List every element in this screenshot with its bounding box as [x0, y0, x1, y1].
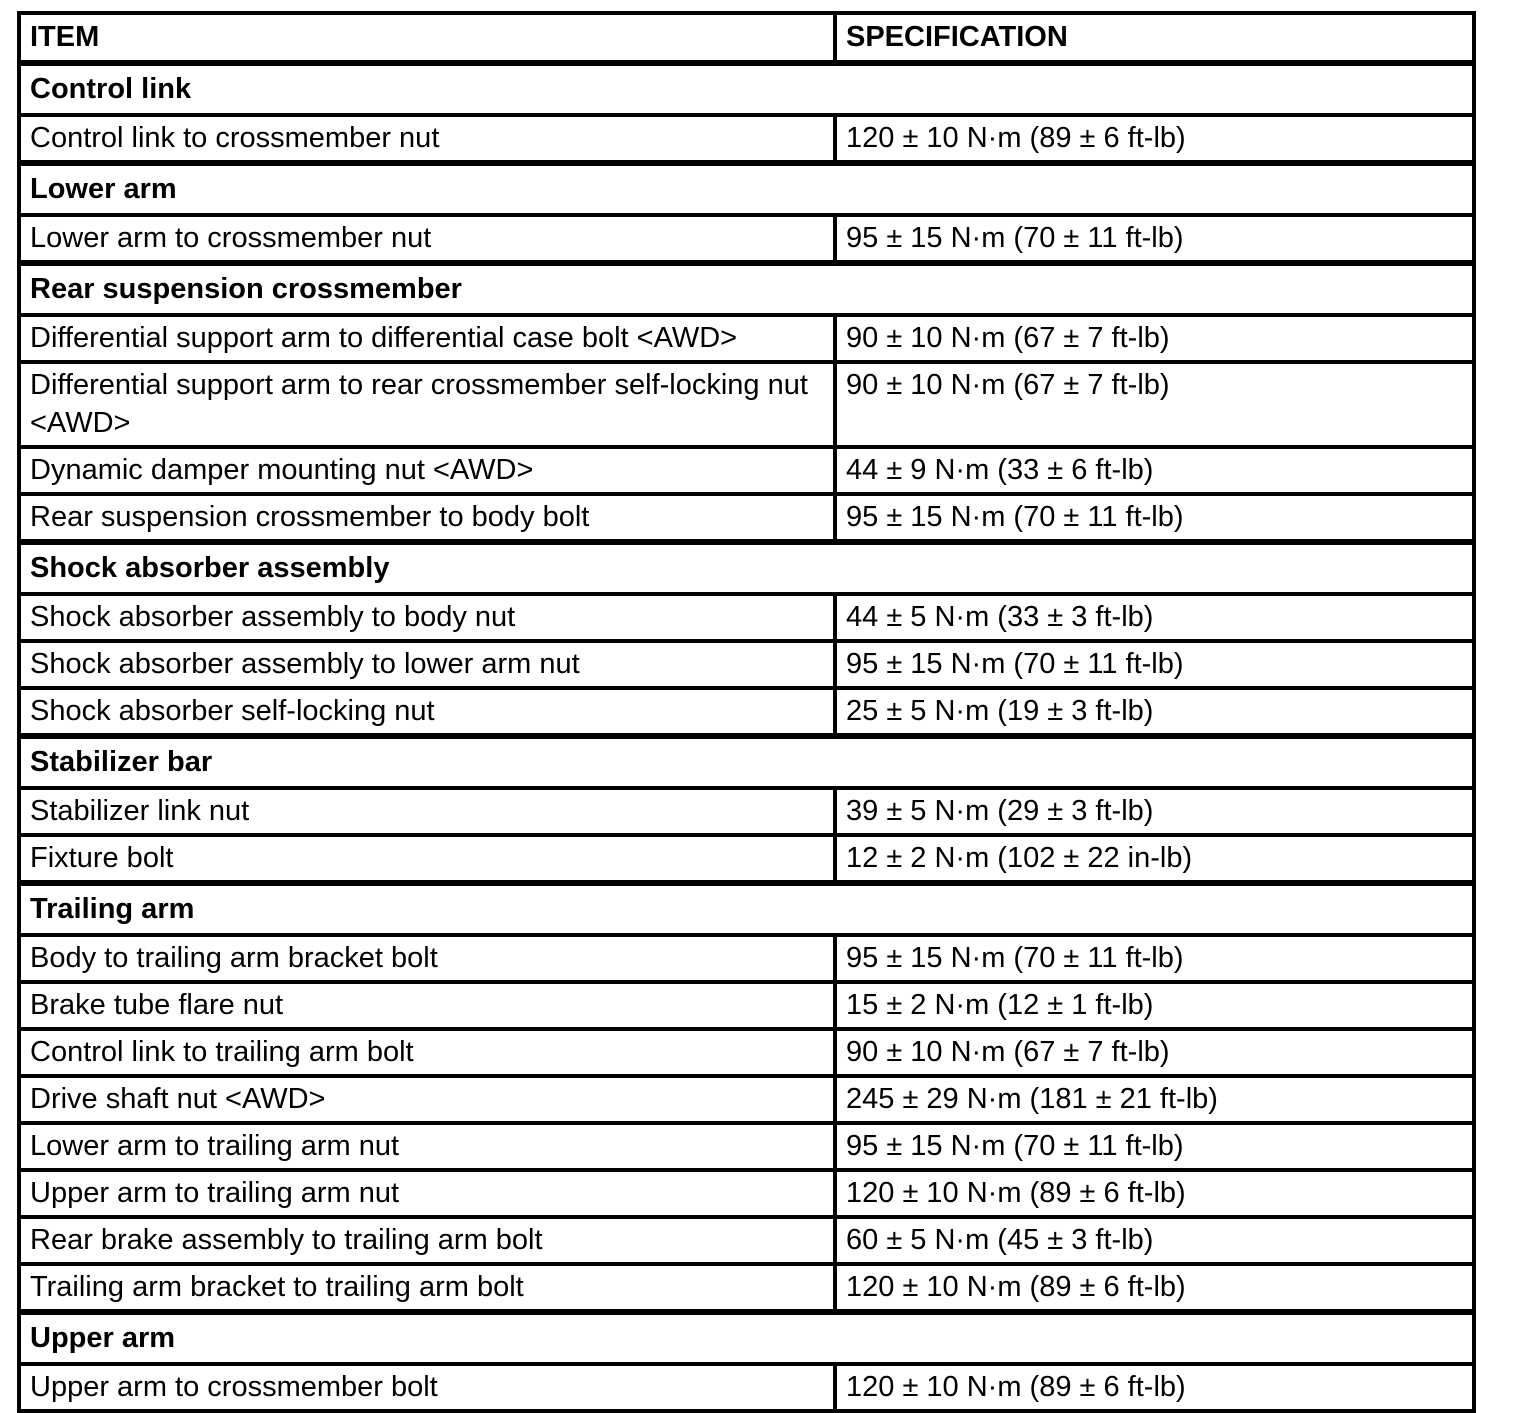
- section-header-rear-suspension-crossmember: [19, 263, 1474, 315]
- spec-cell: 15 ± 2 N·m (12 ± 1 ft-lb): [835, 982, 1474, 1029]
- spec-cell: 60 ± 5 N·m (45 ± 3 ft-lb): [835, 1217, 1474, 1264]
- item-cell: Upper arm to crossmember bolt: [19, 1364, 835, 1411]
- table-row: [19, 594, 1474, 641]
- table-row: [19, 1364, 1474, 1411]
- spec-cell: 90 ± 10 N·m (67 ± 7 ft-lb): [835, 362, 1474, 447]
- spec-cell: 25 ± 5 N·m (19 ± 3 ft-lb): [835, 688, 1474, 736]
- table-row: [19, 788, 1474, 835]
- section-title: Upper arm: [19, 1312, 1474, 1364]
- section-header-shock-absorber-assembly: [19, 542, 1474, 594]
- spec-cell: 120 ± 10 N·m (89 ± 6 ft-lb): [835, 1264, 1474, 1312]
- item-cell: Trailing arm bracket to trailing arm bolt: [19, 1264, 835, 1312]
- table-row: [19, 362, 1474, 447]
- item-cell: Drive shaft nut <AWD>: [19, 1076, 835, 1123]
- item-cell: Differential support arm to differential case bolt <AWD>: [19, 315, 835, 362]
- spec-cell: 95 ± 15 N·m (70 ± 11 ft-lb): [835, 1123, 1474, 1170]
- table-row: [19, 1076, 1474, 1123]
- item-cell: Body to trailing arm bracket bolt: [19, 935, 835, 982]
- section-title: Shock absorber assembly: [19, 542, 1474, 594]
- item-cell: Shock absorber assembly to body nut: [19, 594, 835, 641]
- item-cell: Lower arm to trailing arm nut: [19, 1123, 835, 1170]
- item-cell: Control link to trailing arm bolt: [19, 1029, 835, 1076]
- spec-cell: 12 ± 2 N·m (102 ± 22 in-lb): [835, 835, 1474, 883]
- table-row: [19, 447, 1474, 494]
- section-title: Lower arm: [19, 163, 1474, 215]
- spec-cell: 90 ± 10 N·m (67 ± 7 ft-lb): [835, 315, 1474, 362]
- spec-cell: 95 ± 15 N·m (70 ± 11 ft-lb): [835, 935, 1474, 982]
- spec-cell: 95 ± 15 N·m (70 ± 11 ft-lb): [835, 494, 1474, 542]
- section-title: Control link: [19, 63, 1474, 115]
- table-row: [19, 1170, 1474, 1217]
- item-cell: Shock absorber self-locking nut: [19, 688, 835, 736]
- section-header-control-link: [19, 63, 1474, 115]
- item-cell: Lower arm to crossmember nut: [19, 215, 835, 263]
- item-cell: Differential support arm to rear crossmember self-locking nut <AWD>: [19, 362, 835, 447]
- section-header-lower-arm: [19, 163, 1474, 215]
- item-cell: Rear brake assembly to trailing arm bolt: [19, 1217, 835, 1264]
- table-row: [19, 688, 1474, 736]
- spec-cell: 44 ± 5 N·m (33 ± 3 ft-lb): [835, 594, 1474, 641]
- table-row: [19, 115, 1474, 163]
- item-cell: Shock absorber assembly to lower arm nut: [19, 641, 835, 688]
- section-title: Trailing arm: [19, 883, 1474, 935]
- table-row: [19, 641, 1474, 688]
- torque-spec-table: [17, 11, 1476, 1413]
- section-header-stabilizer-bar: [19, 736, 1474, 788]
- item-cell: Brake tube flare nut: [19, 982, 835, 1029]
- section-header-trailing-arm: [19, 883, 1474, 935]
- spec-cell: 245 ± 29 N·m (181 ± 21 ft-lb): [835, 1076, 1474, 1123]
- item-cell: Stabilizer link nut: [19, 788, 835, 835]
- section-title: Rear suspension crossmember: [19, 263, 1474, 315]
- spec-cell: 39 ± 5 N·m (29 ± 3 ft-lb): [835, 788, 1474, 835]
- section-title: Stabilizer bar: [19, 736, 1474, 788]
- table-row: [19, 1123, 1474, 1170]
- column-header-item: ITEM: [19, 13, 835, 63]
- table-row: [19, 982, 1474, 1029]
- item-cell: Dynamic damper mounting nut <AWD>: [19, 447, 835, 494]
- spec-cell: 95 ± 15 N·m (70 ± 11 ft-lb): [835, 215, 1474, 263]
- spec-cell: 95 ± 15 N·m (70 ± 11 ft-lb): [835, 641, 1474, 688]
- table-row: [19, 494, 1474, 542]
- table-row: [19, 835, 1474, 883]
- item-cell: Rear suspension crossmember to body bolt: [19, 494, 835, 542]
- section-header-upper-arm: [19, 1312, 1474, 1364]
- spec-cell: 120 ± 10 N·m (89 ± 6 ft-lb): [835, 1364, 1474, 1411]
- table-row: [19, 1217, 1474, 1264]
- table-row: [19, 215, 1474, 263]
- item-cell: Control link to crossmember nut: [19, 115, 835, 163]
- spec-cell: 90 ± 10 N·m (67 ± 7 ft-lb): [835, 1029, 1474, 1076]
- column-header-specification: SPECIFICATION: [835, 13, 1474, 63]
- item-cell: Upper arm to trailing arm nut: [19, 1170, 835, 1217]
- table-row: [19, 935, 1474, 982]
- table-header-row: [19, 13, 1474, 63]
- spec-cell: 120 ± 10 N·m (89 ± 6 ft-lb): [835, 115, 1474, 163]
- spec-cell: 120 ± 10 N·m (89 ± 6 ft-lb): [835, 1170, 1474, 1217]
- item-cell: Fixture bolt: [19, 835, 835, 883]
- spec-cell: 44 ± 9 N·m (33 ± 6 ft-lb): [835, 447, 1474, 494]
- table-row: [19, 1029, 1474, 1076]
- table-row: [19, 1264, 1474, 1312]
- table-row: [19, 315, 1474, 362]
